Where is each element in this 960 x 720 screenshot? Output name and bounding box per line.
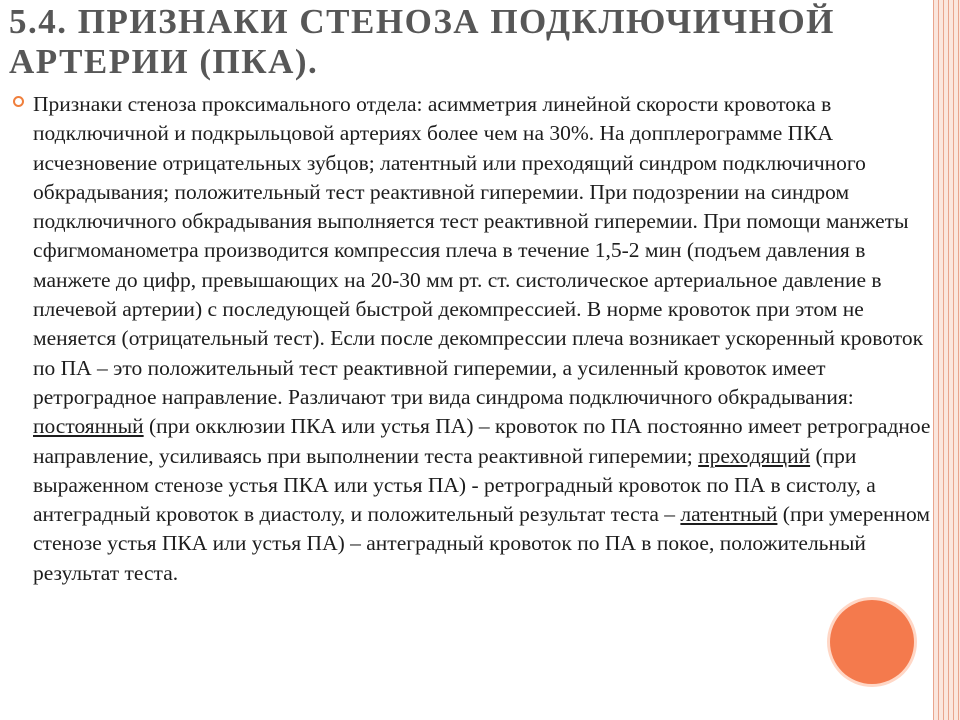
body-text-part-2: (при окклюзии ПКА или устья ПА) – кровоток по ПА постоянно имеет ретроградное направление, усиливаясь при выполнении теста реактивной гиперемии; [33, 414, 931, 468]
slide-title-line-1: 5.4. ПРИЗНАКИ СТЕНОЗА ПОДКЛЮЧИЧНОЙ [9, 2, 835, 41]
term-transient: преходящий [698, 443, 811, 468]
term-latent: латентный [680, 502, 778, 527]
body-text-part-4: (при умеренном стенозе устья ПКА или устья ПА) – антеградный кровоток по ПА в покое, положительный результат теста. [33, 502, 930, 585]
slide-body-text [33, 90, 933, 588]
body-text-part-3: (при выраженном стенозе устья ПКА или устья ПА) - ретроградный кровоток по ПА в систолу, а антеградный кровоток в диастолу, и положительный результат теста – [33, 443, 876, 527]
decorative-orange-circle [830, 600, 914, 684]
slide-title [9, 2, 909, 82]
bullet-icon [13, 96, 24, 107]
decorative-side-band [933, 0, 960, 720]
slide-title-line-2: АРТЕРИИ (ПКА). [9, 42, 319, 81]
body-text-part-1: Признаки стеноза проксимального отдела: асимметрия линейной скорости кровотока в подключичной и подкрыльцовой артериях более чем на 30%. На допплерограмме ПКА исчезновение отрицательных зубцов; латентный или преходящий синдром подключичного обкрадывания; положительный тест реактивной гиперемии. При подозрении на синдром подключичного обкрадывания выполняется тест реактивной гиперемии. При помощи манжеты сфигмоманометра производится компрессия плеча в течение 1,5-2 мин (подъем давления в манжете до цифр, превышающих на 20-30 мм рт. ст. систолическое артериальное давление в плечевой артерии) с последующей быстрой декомпрессией. В норме кровоток при этом не меняется (отрицательный тест). Если после декомпрессии плеча возникает ускоренный кровоток по ПА – это положительный тест реактивной гиперемии, а усиленный кровоток имеет ретроградное направление. Различают три вида синдрома подключичного обкрадывания: [33, 92, 924, 409]
term-permanent: постоянный [33, 414, 144, 439]
